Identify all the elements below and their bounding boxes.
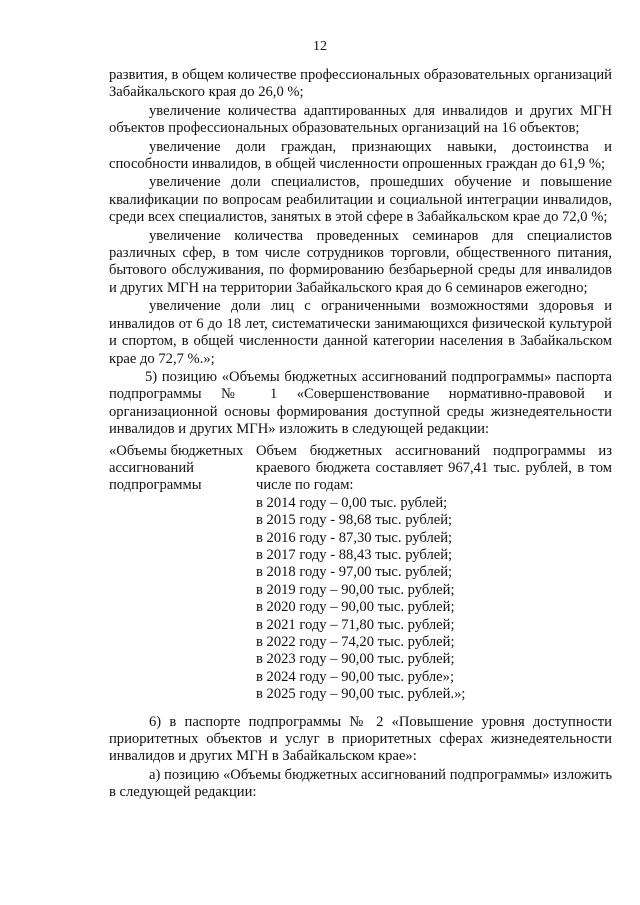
page-number: 12	[313, 39, 327, 54]
budget-year-item: в 2022 году – 74,20 тыс. рублей;	[256, 634, 455, 650]
paragraph: развития, в общем количестве профессиональных образовательных организаций Забайкальского края до 26,0 %;	[109, 67, 612, 101]
paragraph: увеличение количества проведенных семинаров для специалистов различных сфер, в том числе сотрудников торговли, общественного питания, бытового обслуживания, по формированию безбарьерной среды для инвалидов и других МГН на территории Забайкальского края до 6 семинаров ежегодно;	[109, 227, 612, 296]
budget-year-item: в 2015 году - 98,68 тыс. рублей;	[256, 512, 453, 529]
budget-year-item: в 2025 году – 90,00 тыс. рублей.»;	[256, 686, 466, 703]
paragraph: 5) позицию «Объемы бюджетных ассигнований подпрограммы» паспорта подпрограммы № 1 «Совершенствование нормативно-правовой и организационной основы формирования доступной среды жизнедеятельности инвалидов и других МГН» изложить в следующей редакции:	[109, 368, 612, 438]
paragraph: 6) в паспорте подпрограммы № 2 «Повышение уровня доступности приоритетных объектов и услуг в приоритетных сферах жизнедеятельности инвалидов и других МГН в Забайкальском крае»:	[109, 713, 612, 765]
budget-year-item: в 2016 году - 87,30 тыс. рублей;	[256, 529, 453, 546]
paragraph: а) позицию «Объемы бюджетных ассигнований подпрограммы» изложить в следующей редакции:	[109, 766, 612, 801]
document-body	[109, 67, 612, 803]
paragraph: увеличение доли специалистов, прошедших обучение и повышение квалификации по вопросам реабилитации и социальной интеграции инвалидов, среди всех специалистов, занятых в этой сфере в Забайкальском крае до 72,0 %;	[109, 174, 612, 226]
budget-year-item: в 2017 году - 88,43 тыс. рублей;	[256, 546, 453, 563]
paragraph: увеличение доли лиц с ограниченными возможностями здоровья и инвалидов от 6 до 18 лет, систематически занимающихся физической культурой и спортом, в общей численности данной категории населения в Забайкальском крае до 72,7 %.»;	[109, 298, 612, 367]
budget-year-item: в 2018 году - 97,00 тыс. рублей;	[256, 564, 453, 581]
paragraph: увеличение количества адаптированных для инвалидов и других МГН объектов профессиональных образовательных организаций на 16 объектов;	[109, 102, 612, 137]
budget-year-item: в 2021 году – 71,80 тыс. рублей;	[256, 616, 455, 633]
budget-label: «Объемы бюджетных ассигнований подпрограммы	[109, 442, 244, 494]
budget-year-item: в 2023 году – 90,00 тыс. рублей;	[256, 651, 455, 668]
budget-year-item: в 2024 году – 90,00 тыс. рубле»;	[256, 668, 455, 685]
budget-content	[256, 443, 612, 704]
paragraph: увеличение доли граждан, признающих навыки, достоинства и способности инвалидов, в общей численности опрошенных граждан до 61,9 %;	[109, 138, 612, 173]
budget-year-item: в 2020 году – 90,00 тыс. рублей;	[256, 599, 455, 616]
budget-block	[109, 443, 612, 704]
spacer	[109, 704, 612, 714]
budget-intro: Объем бюджетных ассигнований подпрограммы из краевого бюджета составляет 967,41 тыс. рублей, в том числе по годам:	[256, 442, 612, 494]
budget-years-list	[256, 495, 612, 704]
budget-year-item: в 2019 году – 90,00 тыс. рублей;	[256, 581, 455, 598]
budget-year-item: в 2014 году – 0,00 тыс. рублей;	[256, 494, 448, 511]
